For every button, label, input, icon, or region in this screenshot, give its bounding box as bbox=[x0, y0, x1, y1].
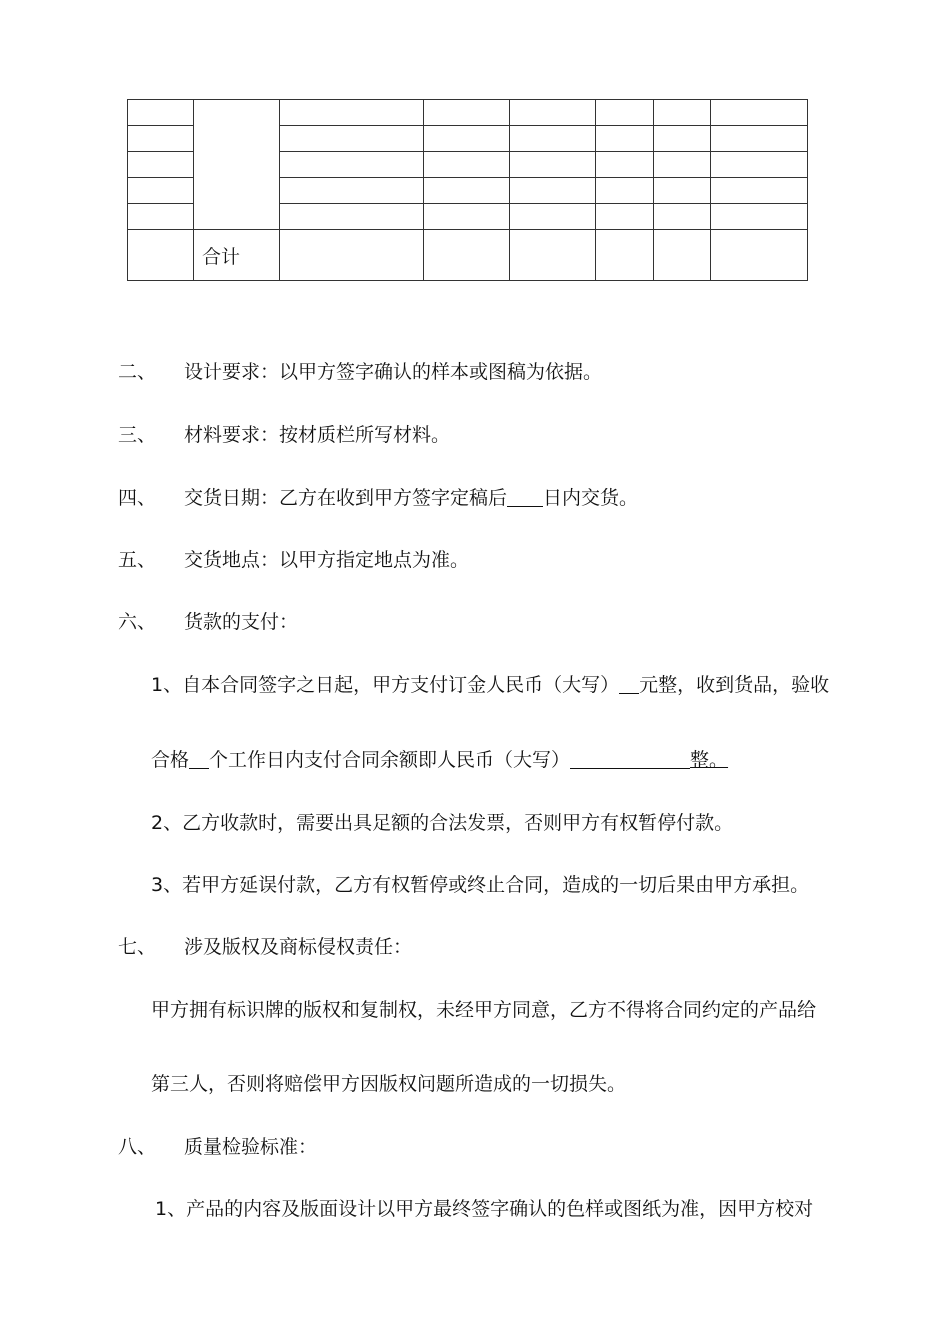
table-cell bbox=[280, 178, 424, 204]
table-cell bbox=[654, 230, 711, 281]
quality-item-1-line-1: 1、产品的内容及版面设计以甲方最终签字确认的色样或图纸为准，因甲方校对 bbox=[155, 1198, 814, 1220]
table-cell bbox=[510, 230, 596, 281]
delivery-text-before: 交货日期：乙方在收到甲方签字定稿后 bbox=[184, 487, 508, 509]
table-cell bbox=[510, 152, 596, 178]
section-text bbox=[184, 483, 638, 510]
table-cell bbox=[654, 152, 711, 178]
table-cell bbox=[424, 126, 510, 152]
workdays-blank bbox=[189, 749, 209, 769]
section-number: 四、 bbox=[118, 487, 157, 509]
table-cell bbox=[194, 100, 280, 230]
table-cell bbox=[596, 178, 654, 204]
table-cell bbox=[280, 126, 424, 152]
table-cell bbox=[711, 178, 808, 204]
table-cell bbox=[711, 204, 808, 230]
section-number: 二、 bbox=[118, 361, 157, 383]
table-cell bbox=[280, 152, 424, 178]
section-number: 五、 bbox=[118, 549, 157, 571]
payment-item-1-line-2 bbox=[151, 745, 728, 772]
table-cell bbox=[424, 178, 510, 204]
table-cell bbox=[128, 230, 194, 281]
table-cell bbox=[128, 178, 194, 204]
balance-amount-blank bbox=[570, 749, 690, 769]
section-text: 涉及版权及商标侵权责任： bbox=[184, 936, 413, 958]
table-cell bbox=[596, 204, 654, 230]
section-text: 质量检验标准： bbox=[184, 1136, 318, 1158]
copyright-paragraph-line-2: 第三人，否则将赔偿甲方因版权问题所造成的一切损失。 bbox=[151, 1073, 627, 1095]
table-cell bbox=[596, 100, 654, 126]
table-cell bbox=[424, 230, 510, 281]
table-cell bbox=[424, 100, 510, 126]
table-cell bbox=[424, 152, 510, 178]
payment-text: 个工作日内支付合同余额即人民币（大写） bbox=[209, 749, 571, 771]
table-cell bbox=[280, 230, 424, 281]
table-cell bbox=[510, 178, 596, 204]
table-cell bbox=[510, 204, 596, 230]
table-cell bbox=[654, 204, 711, 230]
table-cell bbox=[280, 204, 424, 230]
table-cell bbox=[596, 230, 654, 281]
payment-text: 1、自本合同签字之日起，甲方支付订金人民币（大写） bbox=[151, 674, 620, 696]
section-number: 七、 bbox=[118, 936, 157, 958]
table-cell bbox=[711, 100, 808, 126]
table-cell bbox=[424, 204, 510, 230]
table-cell bbox=[654, 178, 711, 204]
table-cell bbox=[510, 100, 596, 126]
total-label: 合计 bbox=[194, 230, 280, 281]
payment-text: 合格 bbox=[151, 749, 190, 771]
section-number: 三、 bbox=[118, 424, 157, 446]
section-number: 八、 bbox=[118, 1136, 157, 1158]
section-text: 设计要求：以甲方签字确认的样本或图稿为依据。 bbox=[184, 361, 603, 383]
payment-item-2: 2、乙方收款时，需要出具足额的合法发票，否则甲方有权暂停付款。 bbox=[151, 812, 734, 834]
table-cell bbox=[711, 152, 808, 178]
table-cell bbox=[280, 100, 424, 126]
section-text: 交货地点：以甲方指定地点为准。 bbox=[184, 549, 470, 571]
deposit-amount-blank bbox=[619, 674, 639, 694]
table-cell bbox=[128, 126, 194, 152]
product-table bbox=[127, 99, 808, 281]
table-cell bbox=[654, 100, 711, 126]
payment-item-1-line-1 bbox=[151, 670, 829, 697]
table-cell bbox=[128, 152, 194, 178]
section-number: 六、 bbox=[118, 611, 157, 633]
payment-text: 元整，收到货品，验收 bbox=[639, 674, 830, 696]
table-cell bbox=[128, 100, 194, 126]
delivery-text-after: 日内交货。 bbox=[543, 487, 639, 509]
table-row bbox=[128, 100, 808, 126]
payment-text: 整。 bbox=[690, 749, 729, 771]
delivery-days-blank bbox=[507, 487, 543, 507]
table-cell bbox=[128, 204, 194, 230]
table-cell bbox=[654, 126, 711, 152]
table-cell bbox=[711, 230, 808, 281]
payment-item-3: 3、若甲方延误付款，乙方有权暂停或终止合同，造成的一切后果由甲方承担。 bbox=[151, 874, 810, 896]
copyright-paragraph-line-1: 甲方拥有标识牌的版权和复制权，未经甲方同意，乙方不得将合同约定的产品给 bbox=[151, 999, 817, 1021]
section-text: 货款的支付： bbox=[184, 611, 299, 633]
table-cell bbox=[510, 126, 596, 152]
table-cell bbox=[711, 126, 808, 152]
table-row-total bbox=[128, 230, 808, 281]
table-cell bbox=[596, 152, 654, 178]
table-cell bbox=[596, 126, 654, 152]
section-text: 材料要求：按材质栏所写材料。 bbox=[184, 424, 451, 446]
